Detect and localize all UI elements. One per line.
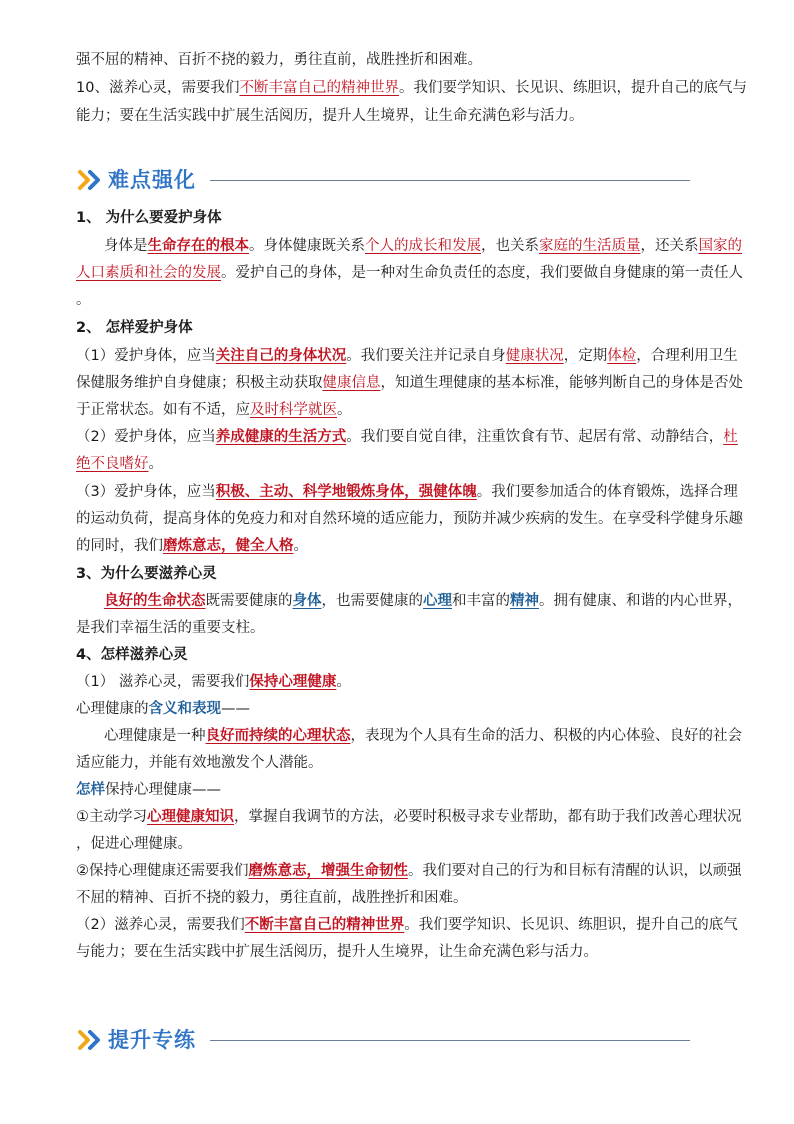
key-phrase: 积极、主动、科学地锻炼身体，强健体魄 (215, 484, 477, 500)
text-span: 能力；要在生活实践中扩展生活阅历，提升人生境界，让生命充满色彩与活力。 (76, 108, 584, 124)
text-line (76, 834, 726, 854)
text-line (76, 942, 726, 962)
text-span: ，表现为个人具有生命的活力、积极的内心体验、良好的社会 (350, 728, 742, 744)
text-span: 。我们要关注并记录自身 (346, 348, 506, 364)
text-span: 的运动负荷，提高身体的免疫力和对自然环境的适应能力，预防并减少疾病的发生。在享受科学健身乐趣 (76, 511, 743, 527)
text-span: 。我们要学知识、长见识、练胆识，提升自己的底气 (404, 917, 738, 933)
heading-text: 3、为什么要滋养心灵 (76, 566, 217, 582)
text-span: 。 (293, 538, 308, 554)
section-header (78, 165, 698, 195)
text-span: ②保持心理健康还需要我们 (76, 863, 249, 879)
text-line (76, 427, 738, 447)
key-phrase: 含义和表现 (148, 701, 221, 717)
key-phrase: 良好而持续的心理状态 (205, 728, 351, 744)
text-span: （3）爱护身体，应当 (76, 484, 216, 500)
key-phrase: 杜 (723, 429, 738, 445)
key-phrase: 不断丰富自己的精神世界 (244, 917, 405, 933)
text-line (76, 454, 726, 474)
key-phrase: 养成健康的生活方式 (215, 429, 347, 445)
text-span: 既需要健康的 (205, 593, 293, 609)
section-title: 难点强化 (108, 168, 196, 192)
text-span: 。拥有健康、和谐的内心世界， (539, 593, 742, 609)
text-span: ，也需要健康的 (321, 593, 423, 609)
text-line (76, 346, 738, 366)
text-span: 不屈的精神、百折不挠的毅力，勇往直前，战胜挫折和困难。 (76, 890, 468, 906)
key-phrase: 磨炼意志，健全人格 (163, 538, 294, 554)
key-phrase: 身体 (292, 593, 322, 609)
key-phrase: 生命存在的根本 (147, 238, 249, 254)
text-span: ，掌握自我调节的方法，必要时积极寻求专业帮助，都有助于我们改善心理状况 (234, 809, 742, 825)
text-span: ，促进心理健康。 (76, 836, 192, 852)
key-phrase: 健康信息 (322, 375, 381, 391)
text-line (104, 726, 754, 746)
text-span: ①主动学习 (76, 809, 147, 825)
text-span: 心理健康是一种 (104, 728, 206, 744)
text-span: 。我们要自觉自律，注重饮食有节、起居有常、动静结合， (346, 429, 724, 445)
key-phrase: 良好的生命状态 (104, 593, 206, 609)
key-phrase: 精神 (510, 593, 539, 609)
text-span: —— (221, 701, 250, 717)
key-phrase: 体检 (607, 348, 637, 364)
question-heading (76, 318, 726, 338)
text-span: 。我们要参加适合的体育锻炼，选择合理 (476, 484, 738, 500)
double-chevron-icon (78, 1029, 104, 1051)
text-line (76, 672, 726, 692)
key-phrase: 心理健康知识 (147, 809, 234, 825)
text-span: 。 (148, 456, 163, 472)
key-phrase: 绝不良嗜好 (76, 456, 149, 472)
text-line (76, 50, 726, 70)
question-heading (76, 645, 726, 665)
section-divider (210, 180, 690, 181)
text-line (76, 807, 742, 827)
text-span: 。爱护自己的身体，是一种对生命负责任的态度，我们要做自身健康的第一责任人 (221, 265, 743, 281)
section-header (78, 1025, 698, 1055)
text-span: 保持心理健康—— (105, 782, 221, 798)
text-span: 与能力；要在生活实践中扩展生活阅历，提升人生境界，让生命充满色彩与活力。 (76, 944, 598, 960)
text-line (76, 290, 726, 310)
text-span: ，合理利用卫生 (636, 348, 738, 364)
text-span: 。 (337, 402, 352, 418)
double-chevron-icon (78, 169, 104, 191)
text-line (76, 78, 747, 98)
text-span: 的同时，我们 (76, 538, 163, 554)
text-span: 。我们要对自己的行为和目标有清醒的认识，以顽强 (408, 863, 742, 879)
key-phrase: 国家的 (698, 238, 742, 254)
text-line (76, 536, 726, 556)
key-phrase: 磨炼意志，增强生命韧性 (248, 863, 408, 879)
text-line (76, 753, 726, 773)
key-phrase: 及时科学就医 (250, 402, 337, 418)
text-span: 。 (76, 292, 91, 308)
text-line (104, 591, 754, 611)
text-line (76, 780, 726, 800)
text-span: 适应能力，并能有效地激发个人潜能。 (76, 755, 323, 771)
text-line (76, 263, 743, 283)
text-line (76, 699, 726, 719)
heading-text: 4、怎样滋养心灵 (76, 647, 188, 663)
text-span: （2）滋养心灵，需要我们 (76, 917, 245, 933)
text-line (76, 106, 726, 126)
text-line (76, 509, 743, 529)
key-phrase: 健康状况 (505, 348, 564, 364)
text-span: 。身体健康既关系 (249, 238, 365, 254)
text-line (76, 400, 726, 420)
text-span: 于正常状态。如有不适，应 (76, 402, 250, 418)
heading-text: 1、 为什么要爱护身体 (76, 210, 222, 226)
text-line (76, 373, 743, 393)
key-phrase: 家庭的生活质量 (539, 238, 641, 254)
text-span: 强不屈的精神、百折不挠的毅力，勇往直前，战胜挫折和困难。 (76, 52, 482, 68)
section-divider (210, 1040, 690, 1041)
text-span: 和丰富的 (452, 593, 510, 609)
text-span: ，知道生理健康的基本标准，能够判断自己的身体是否处 (380, 375, 743, 391)
text-span: 。我们要学知识、长见识、练胆识，提升自己的底气与 (398, 80, 747, 96)
text-line (104, 236, 754, 256)
text-line (76, 888, 726, 908)
text-span: （1）爱护身体，应当 (76, 348, 216, 364)
text-span: ，还关系 (640, 238, 699, 254)
text-span: ，也关系 (481, 238, 539, 254)
text-line (76, 618, 726, 638)
text-span: （1） 滋养心灵，需要我们 (76, 674, 250, 690)
key-phrase: 保持心理健康 (249, 674, 337, 690)
key-phrase: 个人的成长和发展 (365, 238, 481, 254)
text-span: 是我们幸福生活的重要支柱。 (76, 620, 265, 636)
key-phrase: 怎样 (76, 782, 105, 798)
text-span: 身体是 (104, 238, 148, 254)
key-phrase: 人口素质和社会的发展 (76, 265, 221, 281)
question-heading (76, 208, 726, 228)
key-phrase: 关注自己的身体状况 (215, 348, 347, 364)
text-line (76, 915, 738, 935)
text-span: 心理健康的 (76, 701, 149, 717)
key-phrase: 心理 (423, 593, 452, 609)
text-span: 10、滋养心灵，需要我们 (76, 80, 240, 96)
heading-text: 2、 怎样爱护身体 (76, 320, 193, 336)
text-span: 保健服务维护自身健康；积极主动获取 (76, 375, 323, 391)
text-line (76, 861, 742, 881)
question-heading (76, 564, 726, 584)
text-line (76, 482, 738, 502)
section-title: 提升专练 (108, 1028, 196, 1052)
text-span: ，定期 (563, 348, 608, 364)
text-span: 。 (336, 674, 351, 690)
text-span: （2）爱护身体，应当 (76, 429, 216, 445)
key-phrase: 不断丰富自己的精神世界 (239, 80, 399, 96)
